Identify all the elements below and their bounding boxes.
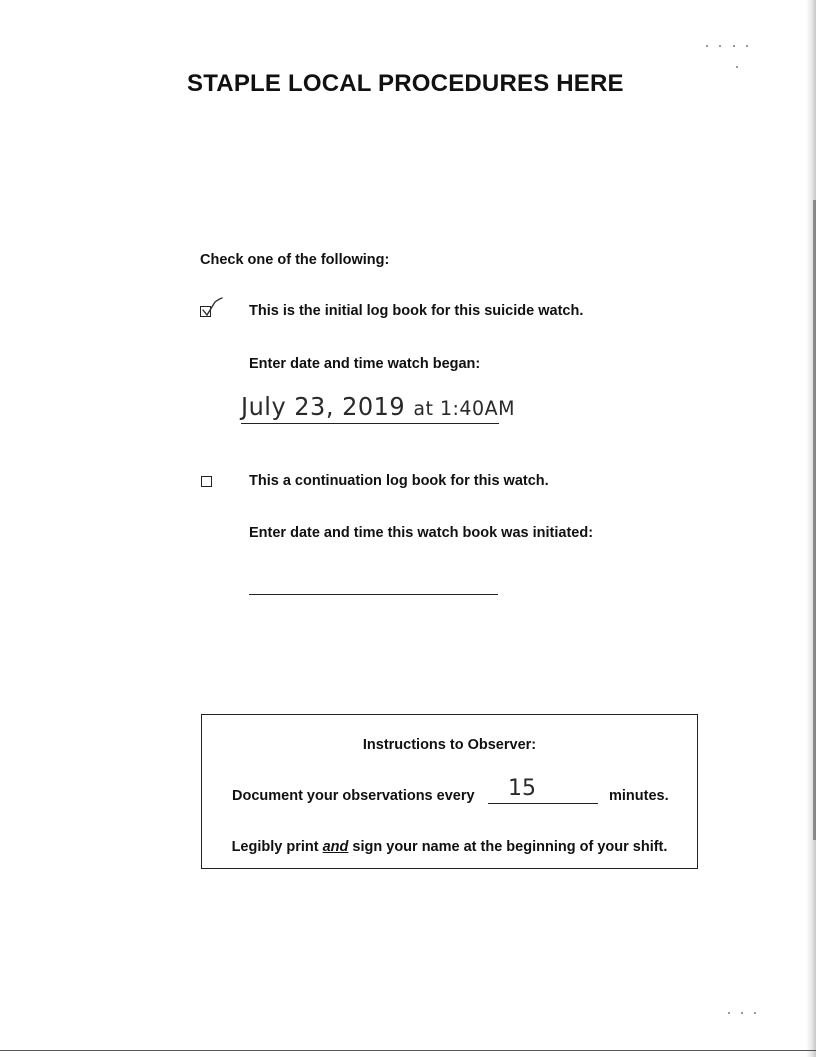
- instructions-box: [201, 714, 698, 869]
- handwritten-time: at 1:40AM: [413, 397, 516, 421]
- continuation-date-line[interactable]: [249, 594, 498, 595]
- document-interval-suffix: minutes.: [609, 788, 669, 804]
- legibly-suffix: sign your name at the beginning of your shift.: [348, 839, 668, 855]
- watch-began-handwritten: [241, 392, 515, 421]
- interval-line: [488, 803, 598, 804]
- checkmark-icon: [199, 297, 233, 321]
- page-title: STAPLE LOCAL PROCEDURES HERE: [187, 70, 624, 97]
- initial-log-prompt: Enter date and time watch began:: [249, 356, 481, 372]
- continuation-log-label: This a continuation log book for this watch.: [249, 473, 549, 489]
- continuation-log-prompt: Enter date and time this watch book was initiated:: [249, 525, 594, 541]
- legibly-prefix: Legibly print: [231, 839, 323, 855]
- scan-speck: [706, 45, 708, 47]
- scan-speck: [746, 45, 748, 47]
- interval-handwritten: 15: [508, 776, 536, 801]
- scan-speck: [719, 45, 721, 47]
- instructions-title: Instructions to Observer:: [362, 737, 537, 753]
- scan-speck: [736, 66, 738, 68]
- scan-bottom-line: [0, 1050, 816, 1051]
- document-interval-prefix: Document your observations every: [232, 788, 475, 804]
- legibly-sign-instruction: [202, 839, 697, 855]
- handwritten-date: July 23, 2019: [241, 392, 406, 422]
- check-heading: Check one of the following:: [200, 252, 390, 268]
- scan-speck: [754, 1012, 756, 1014]
- continuation-log-checkbox[interactable]: [201, 476, 212, 487]
- initial-log-label: This is the initial log book for this suicide watch.: [249, 303, 584, 319]
- legibly-emphasis: and: [322, 839, 349, 855]
- scan-speck: [733, 45, 735, 47]
- scan-speck: [741, 1012, 743, 1014]
- scan-speck: [728, 1012, 730, 1014]
- watch-began-line: [241, 423, 499, 424]
